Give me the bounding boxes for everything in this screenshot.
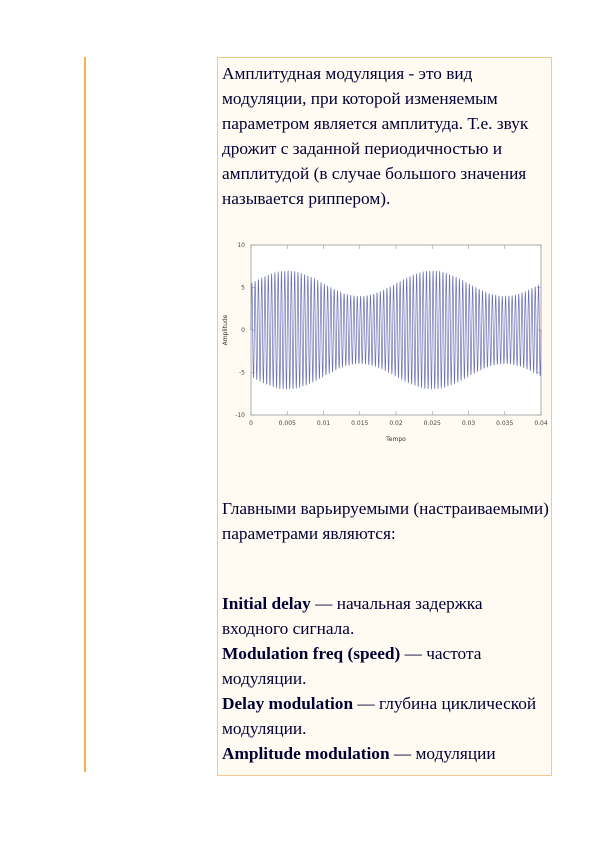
x-tick-label: 0.01: [316, 420, 331, 427]
parameters-intro: Главными варьируемыми (настраиваемыми) параметрами являются:: [222, 499, 549, 543]
term-description: — модуляции: [389, 744, 496, 763]
y-tick-label: 10: [237, 242, 245, 249]
x-tick-label: 0.04: [534, 420, 548, 427]
y-tick-label: -5: [239, 369, 245, 377]
x-tick-label: 0.005: [278, 420, 296, 427]
chart-svg: [218, 238, 548, 453]
term-label: Delay modulation: [222, 694, 354, 713]
y-axis-label: Amplitude: [222, 314, 229, 346]
x-tick-label: 0.03: [461, 420, 476, 427]
term-label: Initial delay: [222, 594, 311, 613]
parameter-definitions: [222, 591, 552, 766]
x-tick-label: 0: [249, 420, 253, 427]
term-label: Amplitude modulation: [222, 744, 390, 763]
x-tick-label: 0.02: [389, 420, 403, 427]
amplitude-modulation-chart: [218, 238, 548, 453]
left-accent-rule: [84, 57, 86, 772]
term-label: Modulation freq (speed): [222, 644, 401, 663]
x-tick-label: 0.035: [496, 420, 514, 427]
term-description: — частота модуляции.: [222, 644, 482, 688]
definition-modulation-freq: [222, 641, 552, 691]
x-axis-label: Tempo: [386, 436, 406, 443]
definition-delay-modulation: [222, 691, 552, 741]
intro-paragraph: Амплитудная модуляция - это вид модуляции, при которой изменяемым параметром является амплитуда. Т.е. звук дрожит с заданной периодичностью и амплитудой (в случае большого значения называется риппером).: [222, 64, 529, 208]
x-tick-label: 0.025: [423, 420, 441, 427]
x-tick-label: 0.015: [351, 420, 369, 427]
term-description: — глубина циклической модуляции.: [222, 694, 537, 738]
definition-amplitude-modulation: [222, 741, 552, 766]
y-tick-label: 0: [241, 327, 245, 334]
y-tick-label: 5: [241, 284, 245, 292]
term-description: — начальная задержка входного сигнала.: [222, 594, 483, 638]
y-tick-label: -10: [235, 412, 245, 419]
definition-initial-delay: [222, 591, 552, 641]
